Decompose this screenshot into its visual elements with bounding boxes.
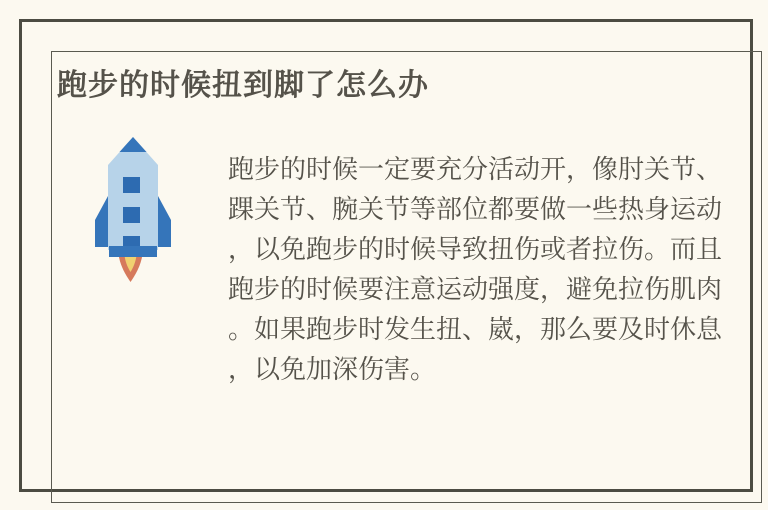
body-text-line: 跑步的时候一定要充分活动开，像肘关节、 xyxy=(228,155,723,185)
body-text-line: 跑步的时候要注意运动强度，避免拉伤肌肉 xyxy=(228,275,723,305)
body-text xyxy=(228,150,732,390)
page-title: 跑步的时候扭到脚了怎么办 xyxy=(57,68,429,103)
body-text-line: ，以免跑步的时候导致扭伤或者拉伤。而且 xyxy=(228,235,723,265)
rocket-window-2 xyxy=(123,207,140,223)
rocket-base-bar xyxy=(109,246,157,257)
rocket-window-1 xyxy=(123,177,140,193)
body-text-line: 。如果跑步时发生扭、崴，那么要及时休息 xyxy=(228,315,723,345)
rocket-right-fin xyxy=(158,196,171,247)
body-text-line: 踝关节、腕关节等部位都要做一些热身运动 xyxy=(228,195,723,225)
rocket-nose-tip xyxy=(120,137,147,152)
rocket-body xyxy=(108,137,158,250)
body-text-line: ，以免加深伤害。 xyxy=(228,355,437,385)
rocket-icon xyxy=(93,134,173,286)
rocket-left-fin xyxy=(95,196,108,247)
